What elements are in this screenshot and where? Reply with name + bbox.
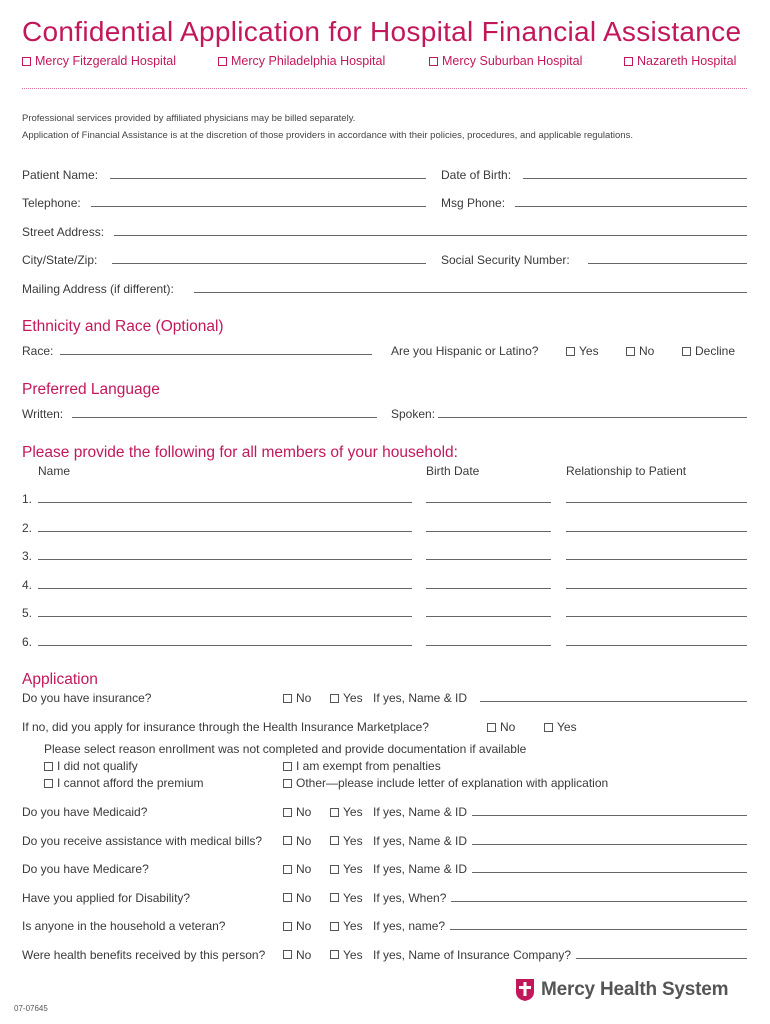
answer-yes-option[interactable]: Yes (330, 919, 363, 933)
household-birth-field[interactable] (426, 502, 551, 503)
race-label: Race: (22, 344, 54, 358)
followup-field[interactable] (472, 844, 747, 845)
household-birth-field[interactable] (426, 531, 551, 532)
telephone-field[interactable] (91, 206, 426, 207)
checkbox-icon[interactable] (283, 893, 292, 902)
street-address-label: Street Address: (22, 225, 105, 239)
checkbox-icon[interactable] (44, 779, 53, 788)
followup-label: If yes, When? (373, 890, 447, 905)
household-row-number: 1. (22, 492, 33, 506)
checkbox-icon[interactable] (22, 57, 31, 66)
checkbox-icon[interactable] (624, 57, 633, 66)
marketplace-question: If no, did you apply for insurance through the Health Insurance Marketplace? (22, 720, 429, 734)
answer-no-option[interactable]: No (283, 834, 311, 848)
hispanic-no-option[interactable]: No (626, 344, 654, 358)
household-name-field[interactable] (38, 502, 412, 503)
followup-field[interactable] (451, 901, 747, 902)
checkbox-icon[interactable] (487, 723, 496, 732)
mailing-address-field[interactable] (194, 292, 747, 293)
answer-yes-option[interactable]: Yes (330, 834, 363, 848)
household-rel-field[interactable] (566, 616, 747, 617)
checkbox-icon[interactable] (330, 836, 339, 845)
household-row-number: 6. (22, 635, 33, 649)
dob-label: Date of Birth: (441, 168, 512, 182)
household-birth-field[interactable] (426, 616, 551, 617)
household-birth-field[interactable] (426, 559, 551, 560)
application-question: Do you receive assistance with medical bills? (22, 833, 263, 848)
household-name-field[interactable] (38, 616, 412, 617)
household-rel-field[interactable] (566, 502, 747, 503)
reason-cannot-afford[interactable]: I cannot afford the premium (44, 776, 204, 790)
hospital-label: Nazareth Hospital (637, 54, 737, 68)
street-address-field[interactable] (114, 235, 747, 236)
insurance-followup-field[interactable] (480, 701, 747, 702)
household-rel-field[interactable] (566, 645, 747, 646)
city-state-zip-field[interactable] (112, 263, 426, 264)
language-heading: Preferred Language (22, 381, 160, 398)
followup-label: If yes, name? (373, 919, 446, 933)
household-rel-field[interactable] (566, 559, 747, 560)
col-birth-header: Birth Date (426, 464, 480, 478)
checkbox-icon[interactable] (283, 762, 292, 771)
telephone-label: Telephone: (22, 196, 81, 210)
checkbox-icon[interactable] (330, 694, 339, 703)
checkbox-icon[interactable] (283, 808, 292, 817)
ssn-label: Social Security Number: (441, 253, 570, 267)
hospital-option-suburban[interactable] (429, 54, 582, 68)
race-field[interactable] (60, 354, 372, 355)
marketplace-no-option[interactable]: No (487, 720, 515, 734)
followup-label: If yes, Name of Insurance Company? (373, 947, 572, 962)
household-row-number: 2. (22, 520, 33, 535)
hispanic-decline-option[interactable]: Decline (682, 344, 735, 358)
checkbox-icon[interactable] (283, 922, 292, 931)
application-question: Is anyone in the household a veteran? (22, 919, 226, 933)
written-label: Written: (22, 407, 64, 421)
household-rel-field[interactable] (566, 588, 747, 589)
application-question: Do you have Medicare? (22, 862, 149, 876)
spoken-label: Spoken: (391, 407, 436, 421)
followup-field[interactable] (450, 929, 747, 930)
checkbox-icon[interactable] (283, 950, 292, 959)
household-name-field[interactable] (38, 559, 412, 560)
hospital-label: Mercy Fitzgerald Hospital (35, 54, 177, 68)
checkbox-icon[interactable] (330, 922, 339, 931)
insurance-question: Do you have insurance? (22, 691, 152, 705)
household-name-field[interactable] (38, 588, 412, 589)
checkbox-icon[interactable] (330, 865, 339, 874)
hospital-option-philadelphia[interactable] (218, 54, 385, 68)
followup-label: If yes, Name & ID (373, 862, 468, 876)
note-discretion: Application of Financial Assistance is at the discretion of those providers in accordance with their policies, procedures, and applicable regulations. (22, 130, 633, 141)
checkbox-icon[interactable] (283, 836, 292, 845)
ethnicity-heading: Ethnicity and Race (Optional) (22, 318, 224, 335)
followup-label: If yes, Name & ID (373, 805, 468, 819)
household-heading: Please provide the following for all members of your household: (22, 444, 458, 461)
form-title: Confidential Application for Hospital Financial Assistance (22, 16, 742, 47)
reason-exempt[interactable]: I am exempt from penalties (283, 759, 441, 773)
reason-prompt: Please select reason enrollment was not completed and provide documentation if available (44, 742, 527, 756)
msg-phone-field[interactable] (515, 206, 747, 207)
checkbox-icon[interactable] (218, 57, 227, 66)
followup-field[interactable] (472, 815, 747, 816)
hospital-label: Mercy Suburban Hospital (442, 54, 583, 68)
mailing-address-label: Mailing Address (if different): (22, 282, 174, 296)
checkbox-icon[interactable] (283, 865, 292, 874)
city-state-zip-label: City/State/Zip: (22, 253, 98, 267)
answer-yes-option[interactable]: Yes (330, 891, 363, 905)
divider (22, 88, 747, 89)
mercy-logo (515, 978, 728, 1002)
household-birth-field[interactable] (426, 645, 551, 646)
household-birth-field[interactable] (426, 588, 551, 589)
answer-no-option[interactable]: No (283, 862, 311, 876)
answer-yes-option[interactable]: Yes (330, 862, 363, 876)
written-field[interactable] (72, 417, 377, 418)
col-name-header: Name (38, 464, 71, 478)
hospital-option-fitzgerald[interactable] (22, 54, 176, 68)
answer-no-option[interactable]: No (283, 891, 311, 905)
form-code: 07-07645 (14, 1004, 48, 1013)
checkbox-icon[interactable] (283, 694, 292, 703)
patient-name-field[interactable] (110, 178, 426, 179)
dob-field[interactable] (523, 178, 747, 179)
checkbox-icon[interactable] (330, 808, 339, 817)
hispanic-yes-option[interactable]: Yes (566, 344, 599, 358)
insurance-yes-option[interactable]: Yes (330, 691, 363, 705)
hospital-option-nazareth[interactable] (624, 54, 736, 68)
application-question: Were health benefits received by this person? (22, 947, 266, 962)
application-question: Have you applied for Disability? (22, 890, 191, 905)
ssn-field[interactable] (588, 263, 747, 264)
checkbox-icon[interactable] (544, 723, 553, 732)
hospital-label: Mercy Philadelphia Hospital (231, 54, 386, 68)
answer-no-option[interactable]: No (283, 805, 311, 819)
checkbox-icon[interactable] (566, 347, 575, 356)
checkbox-icon[interactable] (626, 347, 635, 356)
checkbox-icon[interactable] (682, 347, 691, 356)
household-row-number: 4. (22, 577, 33, 592)
col-rel-header: Relationship to Patient (566, 464, 687, 478)
household-name-field[interactable] (38, 531, 412, 532)
household-rel-field[interactable] (566, 531, 747, 532)
followup-field[interactable] (576, 958, 747, 959)
answer-no-option[interactable]: No (283, 919, 311, 933)
answer-yes-option[interactable]: Yes (330, 805, 363, 819)
application-heading: Application (22, 671, 98, 688)
checkbox-icon[interactable] (330, 950, 339, 959)
checkbox-icon[interactable] (330, 893, 339, 902)
patient-name-label: Patient Name: (22, 168, 99, 182)
answer-no-option[interactable]: No (283, 948, 311, 962)
application-question: Do you have Medicaid? (22, 805, 148, 819)
household-row-number: 5. (22, 606, 33, 621)
msg-phone-label: Msg Phone: (441, 196, 506, 210)
reason-did-not-qualify[interactable]: I did not qualify (44, 759, 138, 773)
answer-yes-option[interactable]: Yes (330, 948, 363, 962)
household-name-field[interactable] (38, 645, 412, 646)
insurance-no-option[interactable]: No (283, 691, 311, 705)
hispanic-question: Are you Hispanic or Latino? (391, 344, 539, 358)
note-physicians: Professional services provided by affiliated physicians may be billed separately. (22, 113, 356, 124)
checkbox-icon[interactable] (283, 779, 292, 788)
household-row-number: 3. (22, 549, 33, 564)
spoken-field[interactable] (438, 417, 747, 418)
checkbox-icon[interactable] (429, 57, 438, 66)
insurance-followup-label: If yes, Name & ID (373, 691, 468, 705)
followup-label: If yes, Name & ID (373, 833, 468, 848)
followup-field[interactable] (472, 872, 747, 873)
checkbox-icon[interactable] (44, 762, 53, 771)
shield-cross-icon (515, 978, 535, 1002)
marketplace-yes-option[interactable]: Yes (544, 720, 577, 734)
reason-other[interactable]: Other—please include letter of explanation with application (283, 776, 608, 790)
logo-text: Mercy Health System (541, 979, 729, 1000)
